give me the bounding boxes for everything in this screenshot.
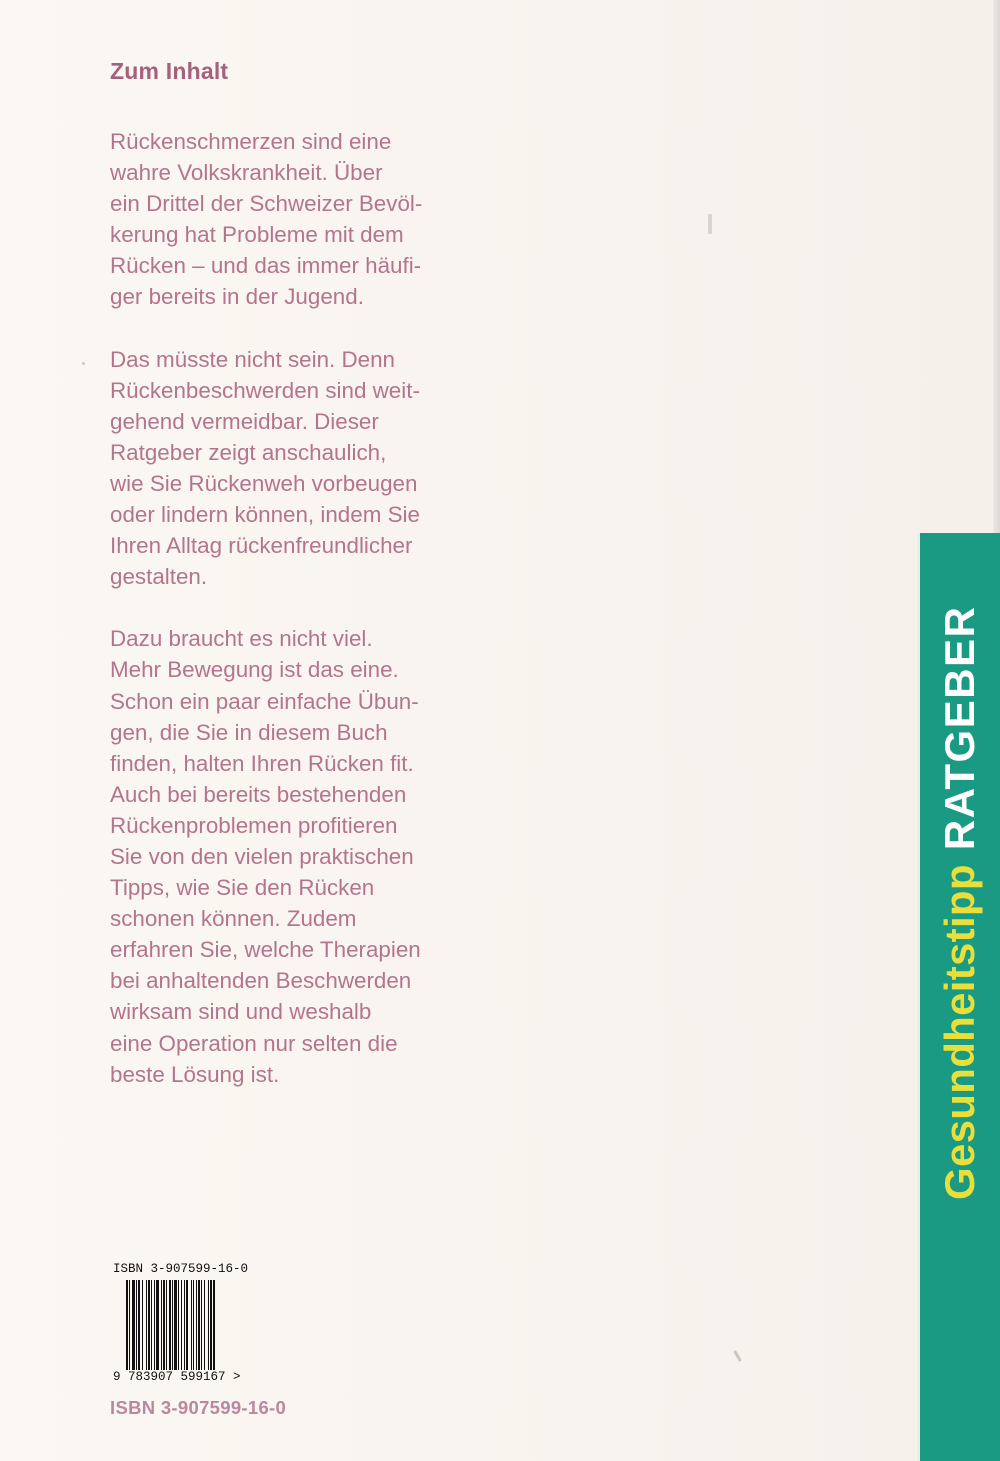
blurb-paragraph-2: [110, 344, 530, 593]
text-line: Mehr Bewegung ist das eine.: [110, 657, 399, 683]
page-edge: [993, 0, 1000, 533]
text-line: erfahren Sie, welche Therapien: [110, 937, 421, 963]
text-line: bei anhaltenden Beschwerden: [110, 968, 412, 994]
text-line: kerung hat Probleme mit dem: [110, 222, 404, 248]
spine-title: [936, 605, 984, 1200]
text-line: Ihren Alltag rückenfreundlicher: [110, 533, 413, 559]
barcode-gap: [215, 1280, 216, 1370]
text-line: oder lindern können, indem Sie: [110, 502, 420, 528]
text-line: wie Sie Rückenweh vorbeugen: [110, 470, 418, 496]
text-line: Auch bei bereits bestehenden: [110, 781, 407, 807]
text-line: beste Lösung ist.: [110, 1061, 280, 1087]
text-line: Rückenschmerzen sind eine: [110, 129, 392, 154]
spine-title-inner: [936, 606, 984, 1200]
speck: [82, 362, 85, 365]
text-line: Rückenproblemen profitieren: [110, 812, 398, 838]
barcode-isbn-label: ISBN 3-907599-16-0: [113, 1262, 249, 1276]
text-line: gen, die Sie in diesem Buch: [110, 719, 388, 745]
text-line: Rücken – und das immer häufi-: [110, 253, 422, 279]
text-line: ein Drittel der Schweizer Bevöl-: [110, 191, 423, 217]
text-line: wahre Volkskrankheit. Über: [110, 160, 383, 186]
text-line: Dazu braucht es nicht viel.: [110, 626, 373, 652]
isbn-footer: ISBN 3-907599-16-0: [110, 1397, 287, 1418]
series-name: Gesundheitstipp: [936, 864, 983, 1200]
speck: [708, 214, 712, 234]
barcode: [126, 1280, 248, 1370]
text-line: Das müsste nicht sein. Denn: [110, 346, 395, 372]
barcode-digits: 9 783907 599167 >: [113, 1370, 241, 1384]
cover-heading: Zum Inhalt: [110, 58, 229, 84]
text-line: schonen können. Zudem: [110, 906, 357, 932]
text-line: gehend vermeidbar. Dieser: [110, 408, 379, 434]
text-line: ger bereits in der Jugend.: [110, 284, 364, 310]
text-line: eine Operation nur selten die: [110, 1030, 398, 1056]
text-line: Rückenbeschwerden sind weit-: [110, 377, 420, 403]
text-line: Ratgeber zeigt anschaulich,: [110, 439, 387, 465]
text-line: Tipps, wie Sie den Rücken: [110, 875, 375, 901]
text-line: wirksam sind und weshalb: [110, 999, 372, 1025]
text-line: Sie von den vielen praktischen: [110, 843, 414, 869]
blurb-text: [110, 126, 530, 1121]
text-line: gestalten.: [110, 564, 208, 590]
text-line: finden, halten Ihren Rücken fit.: [110, 750, 414, 776]
speck: [733, 1350, 742, 1362]
blurb-paragraph-1: [110, 126, 530, 313]
blurb-paragraph-3: [110, 623, 530, 1089]
text-line: Schon ein paar einfache Übun-: [110, 688, 419, 714]
brand-name: RATGEBER: [936, 605, 983, 851]
